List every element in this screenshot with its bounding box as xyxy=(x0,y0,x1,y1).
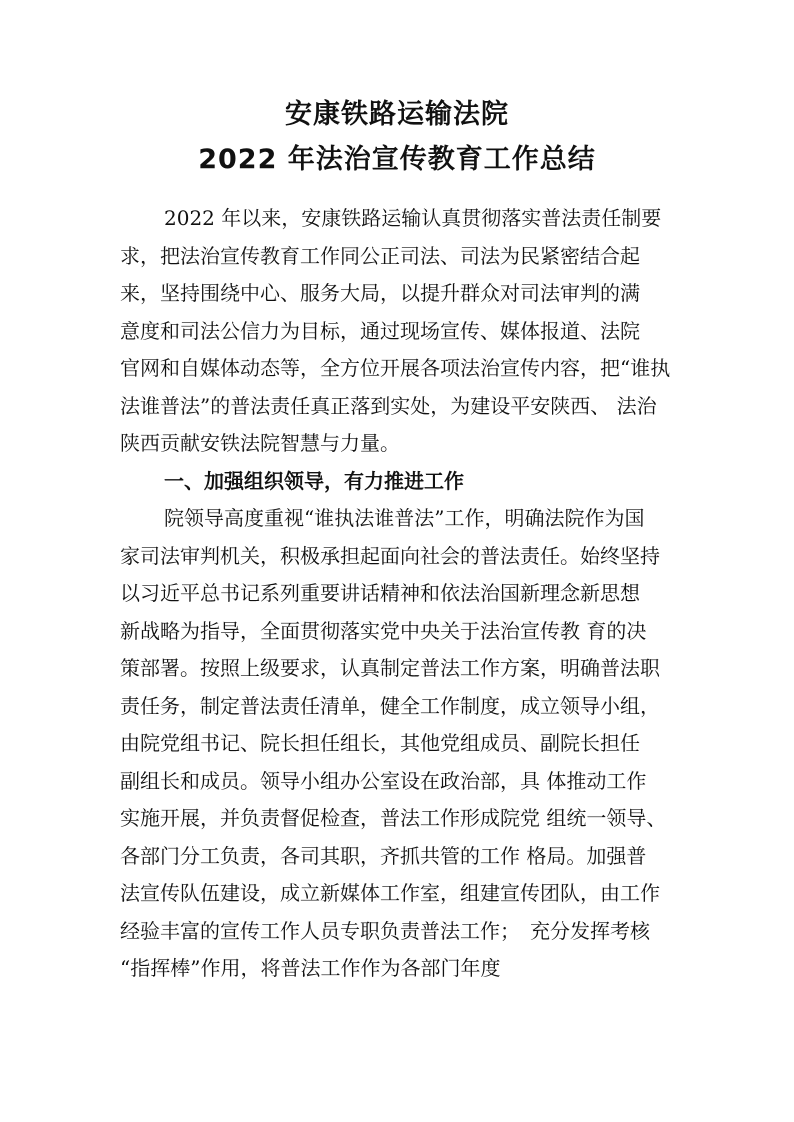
paragraph-line: 以习近平总书记系列重要讲话精神和依法治国新理念新思想 xyxy=(120,581,640,605)
paragraph-line: 来，坚持围绕中心、服务大局，以提升群众对司法审判的满 xyxy=(120,281,640,305)
paragraph-line: 责任务，制定普法责任清单，健全工作制度，成立领导小组， xyxy=(120,693,660,718)
document-body xyxy=(120,200,690,988)
paragraph-line: 策部署。按照上级要求，认真制定普法工作方案，明确普法职 xyxy=(120,656,660,680)
document-title-line2: 2022 年法治宣传教育工作总结 xyxy=(198,144,596,175)
paragraph-line: 家司法审判机关，积极承担起面向社会的普法责任。始终坚持 xyxy=(120,543,660,568)
section-heading: 一、加强组织领导，有力推进工作 xyxy=(164,468,464,493)
paragraph-line: 陕西贡献安铁法院智慧与力量。 xyxy=(120,431,400,455)
paragraph-line: 法谁普法”的普法责任真正落到实处，为建设平安陕西、 法治 xyxy=(120,393,657,418)
paragraph-line: 法宣传队伍建设，成立新媒体工作室，组建宣传团队，由工作 xyxy=(120,881,660,905)
paragraph-line: 求，把法治宣传教育工作同公正司法、司法为民紧密结合起 xyxy=(120,243,640,268)
paragraph-line: 2022 年以来，安康铁路运输认真贯彻落实普法责任制要 xyxy=(164,206,662,230)
paragraph-line: 副组长和成员。领导小组办公室设在政治部，具 体推动工作 xyxy=(120,768,647,793)
paragraph-line: 经验丰富的宣传工作人员专职负责普法工作； 充分发挥考核 xyxy=(120,918,650,943)
paragraph-line: 新战略为指导，全面贯彻落实党中央关于法治宣传教 育的决 xyxy=(120,618,647,643)
paragraph-line: 各部门分工负责，各司其职，齐抓共管的工作 格局。加强普 xyxy=(120,843,647,868)
paragraph-line: 意度和司法公信力为目标，通过现场宣传、媒体报道、法院 xyxy=(120,318,640,343)
paragraph-line: 由院党组书记、院长担任组长，其他党组成员、副院长担任 xyxy=(120,731,640,755)
document-title-line1: 安康铁路运输法院 xyxy=(285,99,509,130)
paragraph-line: 实施开展，并负责督促检查，普法工作形成院党 组统一领导、 xyxy=(120,806,667,830)
paragraph-line: 院领导高度重视“谁执法谁普法”工作，明确法院作为国 xyxy=(164,506,645,530)
paragraph-line: “指挥棒”作用，将普法工作作为各部门年度 xyxy=(120,956,501,980)
paragraph-line: 官网和自媒体动态等，全方位开展各项法治宣传内容，把“谁执 xyxy=(120,356,671,380)
